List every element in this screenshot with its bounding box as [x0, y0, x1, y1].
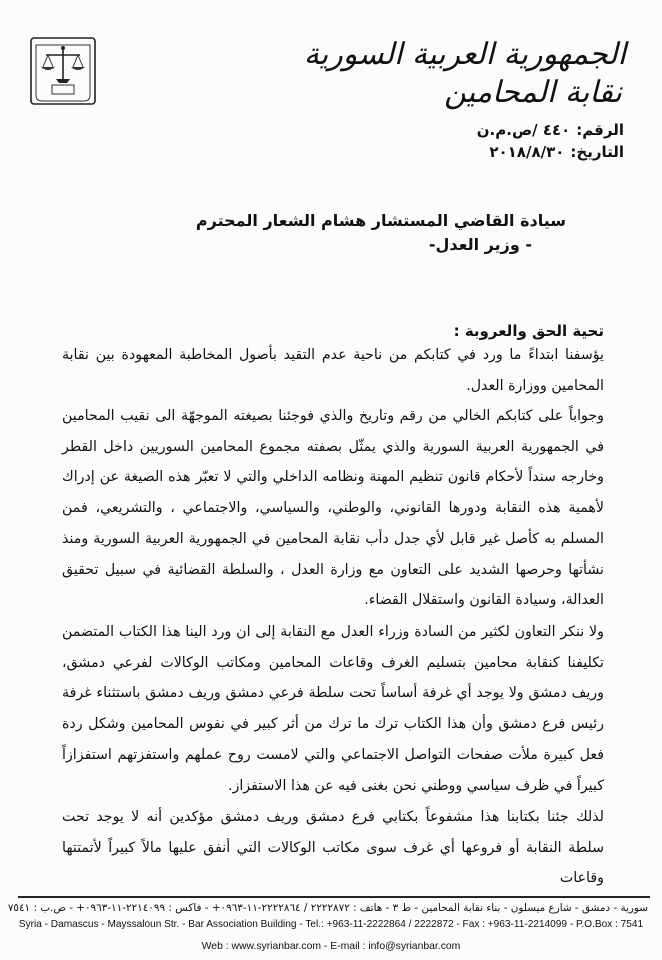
footer-web-email: Web : www.syrianbar.com - E-mail : info@syrianbar.com [201, 941, 461, 952]
body-paragraph-2: وجواباً على كتابكم الخالي من رقم وتاريخ والذي فوجئنا بصيغته الموجهّة الى نقيب المحامين في الجمهورية العربية السورية والذي يمثّل بصفته مجموع المحامين السوريين داخل القطر وخارجه سنداً لأحكام قانون تنظيم المهنة ونظامه الداخلي والتي لا تعبّر هذه الصيغة عن إدراك لأهمية هذه النقابة ودورها القانوني، والوطني، والسياسي، والاجتماعي ، والتشريعي، فمن المسلم به كأصل غير قابل لأي جدل دأب نقابة المحامين في الجمهورية العربية السورية ومنذ نشأتها وحرصها الشديد على التعاون مع وزارة العدل ، والسلطة القضائية في سبيل تحقيق العدالة، وسيادة القانون واستقلال القضاء. [62, 408, 604, 609]
reference-number-value: ٤٤٠ /ص.م.ن [476, 121, 571, 139]
body-paragraph-1: يؤسفنا ابتداءً ما ورد في كتابكم من ناحية عدم التقيد بأصول المخاطبة المعهودة بين نقابة المحامين ووزارة العدل. [62, 347, 604, 394]
reference-date [489, 143, 624, 161]
reference-number [477, 121, 624, 139]
footer-address-arabic: سورية - دمشق - شارع ميسلون - بناء نقابة المحامين - ط ٣ - هاتف : ٢٢٢٢٨٧٢ / ٢٢٢٢٨٦٤-١١-٠٩٦٣+ - فاكس : ٢٢١٤٠٩٩-١١-٠٩٦٣+ - ص.ب : ٧٥٤١ [7, 902, 648, 914]
letterhead-title: الجمهورية العربية السورية [303, 37, 626, 72]
reference-date-label: التاريخ: [570, 143, 624, 161]
addressee-title: - وزير العدل- [428, 235, 532, 254]
bar-association-logo [28, 35, 98, 107]
reference-date-value: ٢٠١٨/٨/٣٠ [489, 143, 565, 161]
scales-of-justice-icon [28, 35, 98, 107]
body-paragraph-4: لذلك جئنا بكتابنا هذا مشفوعاً بكتابي فرع دمشق وريف دمشق مؤكدين أنه لا يوجد تحت سلطة النقابة أو فروعها أي غرف سوى مكاتب الوكالات التي أنفق عليها مالاً كبيراً لأتمتتها وقاعات [62, 809, 604, 887]
body-paragraph-3: ولا ننكر التعاون لكثير من السادة وزراء العدل مع النقابة إلى ان ورد الينا هذا الكتاب المتضمن تكليفنا كنقابة محامين بتسليم الغرف وقاعات المحامين ومكاتب الوكالات لفرعي دمشق، وريف دمشق ولا يوجد أي غرفة أساساً تحت سلطة فرعي دمشق وريف دمشق باستثناء غرفة رئيس فرع دمشق وأن هذا الكتاب ترك ما ترك من أثر كبير في نفوس المحامين وشكل ردة فعل كبيرة ملأت صفحات التواصل الاجتماعي والتي لامست روح عملهم واستفزتهم استفزازاً كبيراً في ظرف سياسي ووطني نحن بغنى فيه عن هذا الاستفزاز. [62, 624, 604, 794]
reference-number-label: الرقم: [576, 121, 624, 139]
letterhead-subtitle: نقابة المحامين [444, 75, 622, 110]
greeting: تحية الحق والعروبة : [453, 322, 604, 340]
footer-divider [18, 896, 650, 898]
addressee-name: سيادة القاضي المستشار هشام الشعار المحترم [195, 211, 566, 230]
footer-address-english: Syria - Damascus - Mayssaloun Str. - Bar Association Building - Tel.: +963-11-2222864 / 2222872 - Fax : +963-11-2214099 - P.O.Box : 7541 [18, 919, 644, 930]
